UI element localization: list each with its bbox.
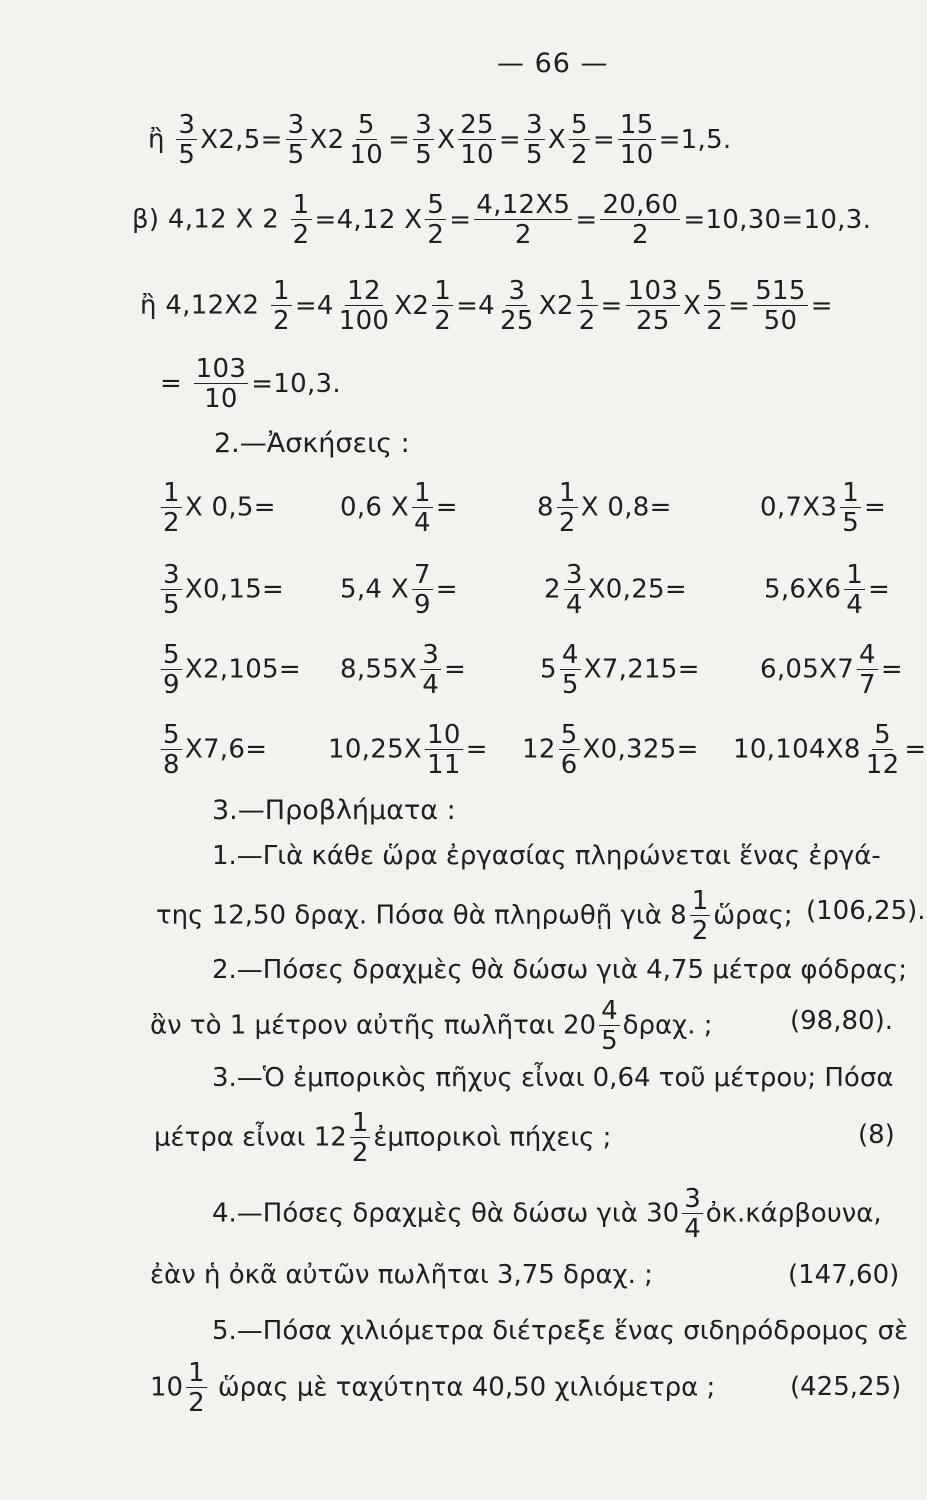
math-text: 2.—Πόσες δραχμὲς θὰ δώσω γιὰ 4,75 μέτρα φόδρας; bbox=[212, 955, 908, 985]
exercise-cell bbox=[540, 642, 700, 698]
problem-3-line-1 bbox=[212, 1065, 893, 1091]
fraction bbox=[337, 278, 392, 334]
problem-2-line-1 bbox=[212, 957, 907, 983]
math-text: 5 bbox=[540, 654, 557, 685]
fraction-numerator: 12 bbox=[347, 276, 381, 306]
fraction-numerator: 1 bbox=[842, 478, 860, 508]
fraction-numerator: 1 bbox=[434, 276, 452, 306]
fraction-numerator: 4,12X5 bbox=[476, 190, 571, 220]
fraction bbox=[857, 642, 878, 698]
fraction-numerator: 4 bbox=[859, 640, 876, 670]
fraction-numerator: 5 bbox=[427, 190, 445, 220]
math-text: X2 bbox=[309, 124, 345, 155]
fraction-numerator: 1 bbox=[188, 1358, 205, 1388]
fraction-denominator: 2 bbox=[163, 508, 180, 538]
fraction-numerator: 15 bbox=[619, 110, 654, 140]
problem-4-answer: (147,60) bbox=[788, 1260, 900, 1290]
fraction bbox=[186, 1360, 207, 1416]
math-text: X0,25= bbox=[587, 574, 687, 605]
problem-5-line-2 bbox=[150, 1360, 715, 1416]
math-text: =1,5. bbox=[658, 124, 732, 155]
fraction-denominator: 25 bbox=[636, 306, 670, 336]
fraction-denominator: 2 bbox=[427, 220, 445, 250]
fraction-denominator: 5 bbox=[842, 508, 860, 538]
problem-3-line-2 bbox=[154, 1110, 611, 1166]
math-text: = bbox=[435, 492, 458, 523]
fraction-numerator: 1 bbox=[413, 478, 431, 508]
fraction bbox=[682, 1186, 703, 1242]
fraction-numerator: 103 bbox=[195, 354, 247, 384]
worked-line-3 bbox=[140, 278, 833, 334]
fraction-numerator: 1 bbox=[163, 478, 180, 508]
fraction-numerator: 10 bbox=[427, 720, 461, 750]
fraction-denominator: 5 bbox=[287, 140, 305, 170]
fraction bbox=[704, 278, 725, 334]
fraction bbox=[350, 1110, 371, 1166]
math-text: =10,3. bbox=[251, 368, 341, 399]
page-number: — 66 — bbox=[497, 48, 609, 79]
fraction-numerator: 4 bbox=[601, 996, 618, 1026]
problem-2-answer: (98,80). bbox=[790, 1006, 893, 1036]
math-sequence bbox=[288, 190, 872, 250]
fraction bbox=[498, 278, 536, 334]
fraction-denominator: 5 bbox=[178, 140, 196, 170]
fraction-denominator: 4 bbox=[413, 508, 431, 538]
line-lead: ἢ 4,12X2 bbox=[140, 290, 260, 321]
fraction-numerator: 5 bbox=[357, 110, 375, 140]
problem-5-answer: (425,25) bbox=[790, 1372, 902, 1402]
fraction-denominator: 5 bbox=[561, 670, 579, 700]
math-text: X 0,8= bbox=[580, 492, 672, 523]
problem-2-line-2 bbox=[150, 998, 712, 1054]
fraction bbox=[557, 480, 578, 536]
fraction-denominator: 4 bbox=[846, 590, 864, 620]
fraction-denominator: 8 bbox=[163, 750, 180, 780]
fraction-numerator: 1 bbox=[351, 1108, 369, 1138]
fraction-denominator: 10 bbox=[619, 140, 654, 170]
exercise-cell bbox=[158, 722, 267, 778]
fraction-numerator: 515 bbox=[755, 276, 806, 306]
fraction-numerator: 25 bbox=[460, 110, 494, 140]
math-text: = bbox=[444, 654, 467, 685]
fraction bbox=[564, 562, 585, 618]
fraction bbox=[690, 888, 711, 944]
fraction-numerator: 5 bbox=[163, 720, 180, 750]
math-text: ἐμπορικοὶ πήχεις ; bbox=[373, 1122, 612, 1153]
fraction bbox=[412, 562, 433, 618]
math-text: X2 bbox=[538, 290, 574, 321]
problem-5-line-1 bbox=[212, 1318, 908, 1344]
math-text: 6,05X7 bbox=[760, 654, 855, 685]
exercise-cell bbox=[760, 480, 886, 536]
fraction-denominator: 2 bbox=[188, 1388, 205, 1418]
fraction-numerator: 3 bbox=[508, 276, 526, 306]
exercise-cell bbox=[733, 722, 927, 778]
math-text: = bbox=[868, 574, 891, 605]
math-text: X2,5= bbox=[200, 124, 283, 155]
fraction-denominator: 5 bbox=[415, 140, 433, 170]
fraction-numerator: 3 bbox=[287, 110, 305, 140]
exercise-cell bbox=[544, 562, 687, 618]
fraction-numerator: 1 bbox=[846, 560, 864, 590]
fraction-denominator: 2 bbox=[570, 140, 588, 170]
math-text: = bbox=[575, 204, 598, 235]
math-text: ἂν τὸ 1 μέτρον αὐτῆς πωλῆται 20 bbox=[150, 1010, 597, 1041]
math-text: = bbox=[810, 290, 833, 321]
math-text: X bbox=[437, 124, 456, 155]
fraction bbox=[425, 722, 463, 778]
math-text: = bbox=[449, 204, 472, 235]
math-text: = bbox=[728, 290, 751, 321]
fraction-denominator: 2 bbox=[272, 306, 290, 336]
math-text: 8 bbox=[537, 492, 554, 523]
exercise-cell bbox=[158, 642, 301, 698]
fraction bbox=[432, 278, 453, 334]
fraction-denominator: 7 bbox=[859, 670, 876, 700]
exercise-cell bbox=[340, 642, 466, 698]
exercise-cell bbox=[522, 722, 699, 778]
math-text: ὥρας μὲ ταχύτητα 40,50 χιλιόμετρα ; bbox=[209, 1372, 716, 1403]
exercise-cell bbox=[328, 722, 488, 778]
fraction-denominator: 50 bbox=[763, 306, 798, 336]
problem-1-answer: (106,25). bbox=[806, 896, 926, 926]
fraction bbox=[599, 998, 620, 1054]
fraction-numerator: 5 bbox=[706, 276, 724, 306]
math-text: =10,30=10,3. bbox=[683, 204, 872, 235]
fraction-denominator: 100 bbox=[338, 306, 390, 336]
fraction-denominator: 2 bbox=[578, 306, 596, 336]
fraction bbox=[194, 356, 249, 412]
fraction-denominator: 2 bbox=[706, 306, 724, 336]
fraction-denominator: 2 bbox=[351, 1138, 369, 1168]
problem-1-line-2 bbox=[156, 888, 793, 944]
math-text: = bbox=[880, 654, 903, 685]
math-text: 2 bbox=[544, 574, 561, 605]
fraction-denominator: 4 bbox=[422, 670, 440, 700]
fraction-denominator: 4 bbox=[684, 1214, 701, 1244]
exercise-cell bbox=[537, 480, 672, 536]
fraction bbox=[425, 192, 446, 248]
fraction-denominator: 5 bbox=[526, 140, 543, 170]
fraction-numerator: 5 bbox=[560, 720, 578, 750]
fraction-numerator: 3 bbox=[415, 110, 433, 140]
math-text: της 12,50 δραχ. Πόσα θὰ πληρωθῇ γιὰ 8 bbox=[156, 900, 687, 931]
fraction-numerator: 3 bbox=[565, 560, 583, 590]
math-text: 10,104X8 bbox=[733, 734, 861, 765]
math-text: 1.—Γιὰ κάθε ὥρα ἐργασίας πληρώνεται ἕνας ἐργά- bbox=[212, 841, 881, 871]
fraction bbox=[176, 112, 197, 168]
fraction-numerator: 1 bbox=[558, 478, 576, 508]
math-text: X0,325= bbox=[582, 734, 699, 765]
fraction-numerator: 3 bbox=[526, 110, 543, 140]
fraction-numerator: 3 bbox=[684, 1184, 701, 1214]
fraction bbox=[626, 278, 681, 334]
line-lead: ἢ bbox=[148, 124, 165, 155]
line-lead: β) 4,12 X 2 bbox=[132, 204, 280, 235]
fraction-numerator: 1 bbox=[691, 886, 709, 916]
fraction-denominator: 2 bbox=[558, 508, 576, 538]
math-text: δραχ. ; bbox=[622, 1010, 713, 1041]
fraction-denominator: 2 bbox=[292, 220, 310, 250]
math-text: 5,6X6 bbox=[764, 574, 842, 605]
fraction-denominator: 11 bbox=[427, 750, 461, 780]
fraction-denominator: 2 bbox=[691, 916, 709, 946]
math-text: =4 bbox=[294, 290, 334, 321]
fraction-denominator: 2 bbox=[514, 220, 532, 250]
line-lead: = bbox=[160, 368, 183, 399]
fraction-numerator: 3 bbox=[422, 640, 440, 670]
exercise-cell bbox=[158, 562, 284, 618]
math-text: 10,25X bbox=[328, 734, 423, 765]
fraction-denominator: 10 bbox=[460, 140, 494, 170]
fraction-denominator: 6 bbox=[560, 750, 578, 780]
fraction bbox=[413, 112, 434, 168]
fraction bbox=[569, 112, 590, 168]
fraction bbox=[161, 722, 182, 778]
fraction bbox=[291, 192, 312, 248]
fraction-denominator: 12 bbox=[865, 750, 900, 780]
math-text: 0,6 X bbox=[340, 492, 409, 523]
math-text: X7,215= bbox=[583, 654, 700, 685]
fraction-numerator: 20,60 bbox=[602, 190, 679, 220]
math-text: X7,6= bbox=[184, 734, 268, 765]
fraction-denominator: 9 bbox=[413, 590, 431, 620]
math-text: = bbox=[864, 492, 887, 523]
fraction bbox=[560, 642, 581, 698]
fraction-denominator: 2 bbox=[434, 306, 452, 336]
math-text: X2,105= bbox=[184, 654, 301, 685]
fraction bbox=[600, 192, 680, 248]
math-sequence bbox=[191, 354, 341, 414]
fraction-numerator: 3 bbox=[163, 560, 180, 590]
fraction-denominator: 9 bbox=[163, 670, 180, 700]
problem-4-line-1 bbox=[212, 1186, 882, 1242]
fraction-denominator: 5 bbox=[163, 590, 180, 620]
math-text: μέτρα εἶναι 12 bbox=[154, 1122, 347, 1153]
exercise-cell bbox=[340, 562, 458, 618]
fraction-numerator: 1 bbox=[578, 276, 596, 306]
math-text: = bbox=[435, 574, 458, 605]
exercises-heading: 2.—Ἀσκήσεις : bbox=[214, 428, 410, 459]
math-text: X2 bbox=[394, 290, 430, 321]
math-text: X bbox=[547, 124, 566, 155]
math-text: 0,7X3 bbox=[760, 492, 838, 523]
fraction bbox=[458, 112, 496, 168]
math-sequence bbox=[173, 110, 732, 170]
fraction bbox=[161, 562, 182, 618]
problem-4-line-2 bbox=[150, 1262, 653, 1288]
fraction-numerator: 5 bbox=[570, 110, 588, 140]
fraction bbox=[618, 112, 656, 168]
problem-3-answer: (8) bbox=[858, 1120, 895, 1150]
fraction-denominator: 5 bbox=[601, 1026, 618, 1056]
math-text: X bbox=[683, 290, 702, 321]
math-text: ὀκ.κάρβουνα, bbox=[705, 1198, 882, 1229]
math-text: = bbox=[592, 124, 615, 155]
math-text: = bbox=[388, 124, 411, 155]
exercise-cell bbox=[340, 480, 458, 536]
fraction-denominator: 2 bbox=[631, 220, 649, 250]
fraction-numerator: 5 bbox=[874, 720, 891, 750]
math-text: = bbox=[465, 734, 488, 765]
math-text: = bbox=[600, 290, 623, 321]
math-text: 5.—Πόσα χιλιόμετρα διέτρεξε ἕνας σιδηρόδρομος σὲ bbox=[212, 1316, 909, 1346]
fraction bbox=[420, 642, 441, 698]
fraction bbox=[840, 480, 861, 536]
problems-heading: 3.—Προβλήματα : bbox=[212, 795, 456, 826]
math-text: 4.—Πόσες δραχμὲς θὰ δώσω γιὰ 30 bbox=[212, 1198, 680, 1229]
fraction-numerator: 1 bbox=[292, 190, 310, 220]
math-sequence bbox=[268, 276, 833, 336]
exercise-cell bbox=[158, 480, 276, 536]
fraction bbox=[412, 480, 433, 536]
math-text: = bbox=[904, 734, 927, 765]
fraction bbox=[753, 278, 808, 334]
fraction bbox=[577, 278, 598, 334]
fraction bbox=[864, 722, 902, 778]
math-text: =4,12 X bbox=[314, 204, 423, 235]
fraction-numerator: 4 bbox=[561, 640, 579, 670]
fraction-numerator: 1 bbox=[272, 276, 290, 306]
math-text: 12 bbox=[522, 734, 556, 765]
worked-line-1 bbox=[148, 112, 732, 168]
worked-line-4 bbox=[160, 356, 341, 412]
fraction bbox=[474, 192, 572, 248]
math-text: 10 bbox=[150, 1372, 184, 1403]
fraction-numerator: 7 bbox=[413, 560, 431, 590]
fraction bbox=[161, 642, 182, 698]
fraction bbox=[347, 112, 385, 168]
math-text: X 0,5= bbox=[184, 492, 276, 523]
math-text: =4 bbox=[456, 290, 496, 321]
math-text: ὥρας; bbox=[713, 900, 793, 931]
problem-1-line-1 bbox=[212, 843, 881, 869]
worked-line-2 bbox=[132, 192, 871, 248]
fraction bbox=[161, 480, 182, 536]
fraction-numerator: 5 bbox=[163, 640, 180, 670]
fraction bbox=[286, 112, 307, 168]
math-text: 5,4 X bbox=[340, 574, 409, 605]
fraction-denominator: 10 bbox=[204, 384, 238, 414]
fraction bbox=[271, 278, 292, 334]
fraction bbox=[559, 722, 580, 778]
fraction-numerator: 3 bbox=[178, 110, 196, 140]
fraction-denominator: 4 bbox=[565, 590, 583, 620]
math-text: 3.—Ὁ ἐμπορικὸς πῆχυς εἶναι 0,64 τοῦ μέτρου; Πόσα bbox=[212, 1063, 894, 1093]
exercise-cell bbox=[760, 642, 903, 698]
fraction-denominator: 25 bbox=[500, 306, 534, 336]
math-text: = bbox=[498, 124, 521, 155]
math-text: 8,55X bbox=[340, 654, 418, 685]
exercise-cell bbox=[764, 562, 890, 618]
fraction bbox=[844, 562, 865, 618]
fraction bbox=[524, 112, 545, 168]
math-text: ἐὰν ἡ ὀκᾶ αὐτῶν πωλῆται 3,75 δραχ. ; bbox=[150, 1260, 653, 1290]
fraction-numerator: 103 bbox=[627, 276, 679, 306]
fraction-denominator: 10 bbox=[349, 140, 384, 170]
math-text: X0,15= bbox=[184, 574, 285, 605]
